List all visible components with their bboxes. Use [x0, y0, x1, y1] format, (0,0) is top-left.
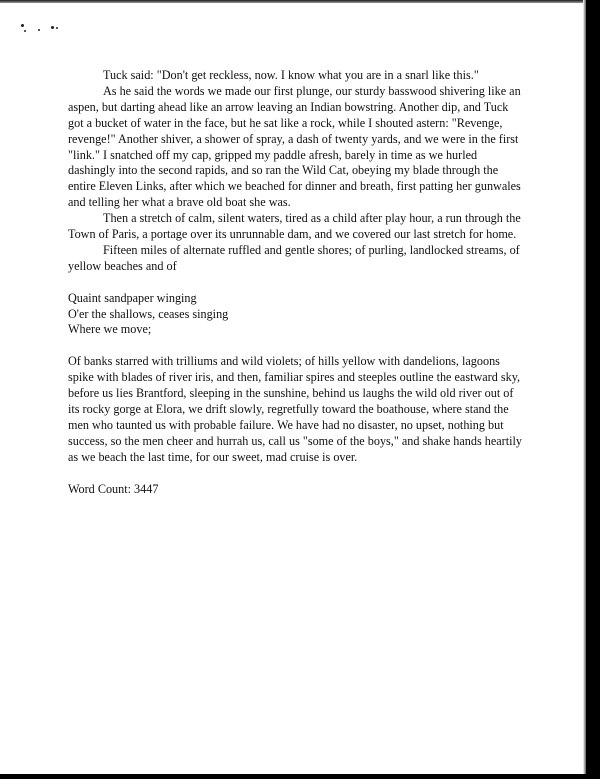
scan-speck: [51, 26, 54, 29]
paragraph-calm-waters: Then a stretch of calm, silent waters, tired as a child after play hour, a run through the Town of Paris, a portage over its unrunnable dam, and we covered our last stretch for home.: [68, 211, 521, 242]
scan-speck: [24, 30, 26, 32]
paragraph-spacer: [68, 338, 523, 354]
paragraph-tuck-said: Tuck said: "Don't get reckless, now. I know what you are in a snarl like this.": [103, 68, 479, 82]
verse-line: Quaint sandpaper winging: [68, 290, 197, 305]
scan-speck: [56, 27, 58, 29]
paragraph-spacer: [68, 466, 523, 482]
scan-edge-top: [0, 0, 600, 3]
scan-speck: [21, 24, 24, 27]
paragraph-spacer: [68, 275, 523, 291]
paragraph-first-plunge: As he said the words we made our first plunge, our sturdy basswood shivering like an aspen, but darting ahead like an arrow leaving an Indian bowstring. Another dip, and Tuck got a bucket of water in the face, but he sat like a rock, while I shouted astern: "Revenge, revenge!" Another shiver, a shower of spray, a dash of twenty yards, and we were in the first "link." I snatched off my cap, gripped my paddle afresh, barely in time as we hurled dashingly into the second rapids, and so ran the Wild Cat, obeying my blade through the entire Eleven Links, after which we beached for dinner and breath, first patting her gunwales and telling her what a brave old boat she was.: [68, 83, 521, 210]
manuscript-text: [68, 68, 523, 497]
scan-speck: [38, 29, 40, 31]
verse-line: O'er the shallows, ceases singing: [68, 306, 229, 321]
paragraph-closing: Of banks starred with trilliums and wild violets; of hills yellow with dandelions, lagoons spike with blades of river iris, and then, familiar spires and steeples outline the eastward sky, before us lies Brantford, sleeping in the sunshine, behind us laughs the wild old river out of its rocky gorge at Elora, we drift slowly, regretfully toward the boathouse, where stand the men who taunted us with probable failure. We have had no disaster, no upset, nothing but success, so the men cheer and hurrah us, call us "some of the boys," and shake hands heartily as we beach the last time, for our sweet, mad cruise is over.: [68, 354, 522, 464]
paragraph-fifteen-miles: Fifteen miles of alternate ruffled and gentle shores; of purling, landlocked streams, of yellow beaches and of: [68, 242, 520, 273]
scan-edge-right: [586, 0, 600, 779]
word-count: Word Count: 3447: [68, 481, 159, 496]
verse-line: Where we move;: [68, 322, 152, 337]
verse-block: [68, 291, 523, 339]
scan-edge-bottom: [0, 774, 600, 779]
